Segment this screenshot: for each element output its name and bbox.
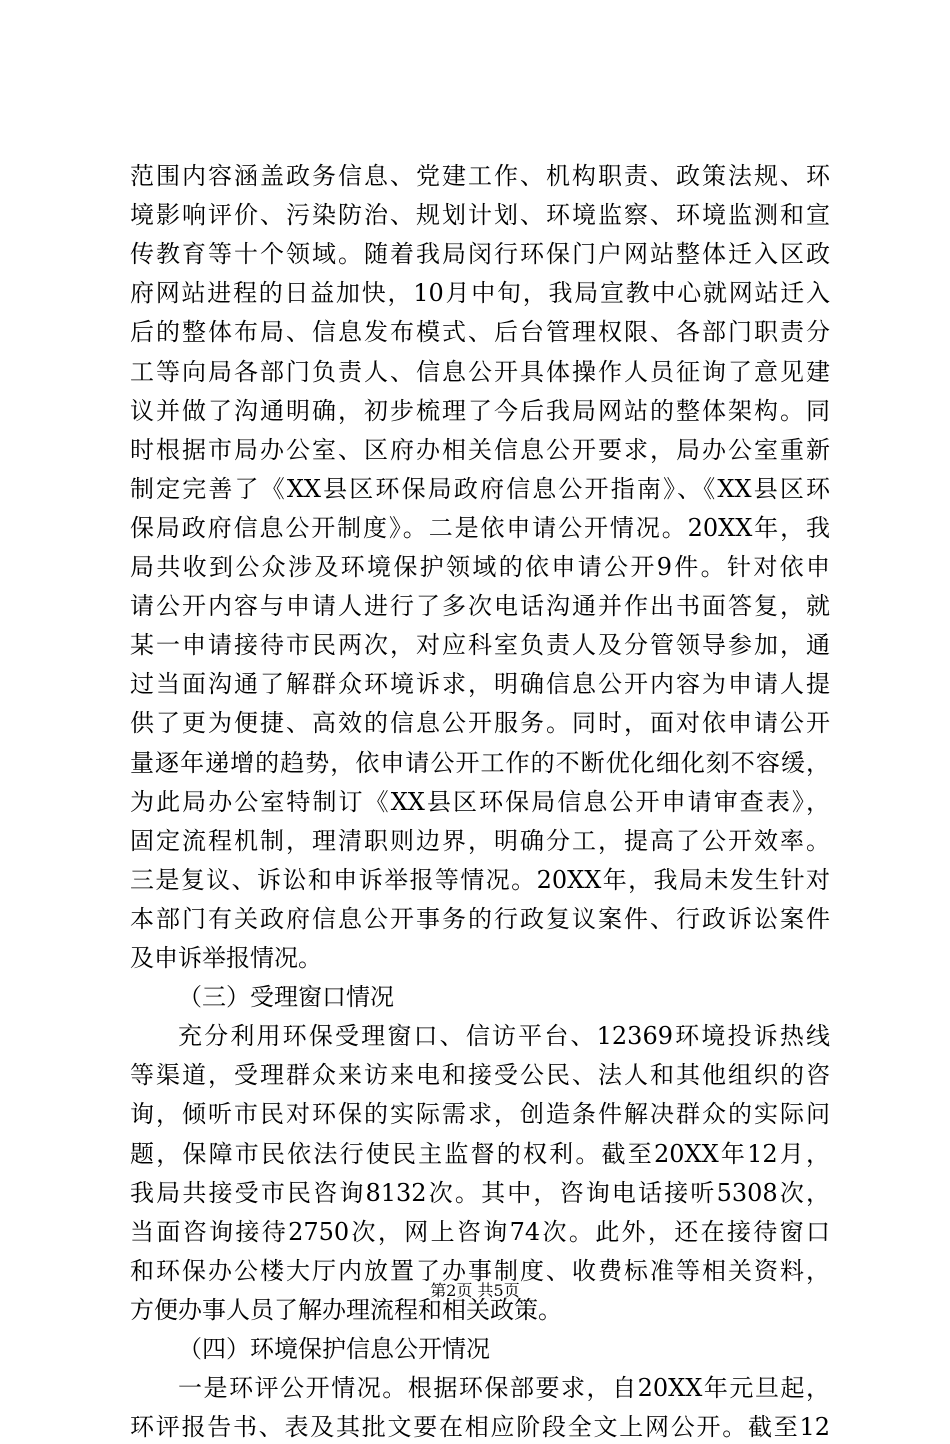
paragraph-line: 工等向局各部门负责人、信息公开具体操作人员征询了意见建 <box>130 357 830 386</box>
paragraph-line: 境影响评价、污染防治、规划计划、环境监察、环境监测和宣 <box>130 201 830 230</box>
paragraph-line: 后的整体布局、信息发布模式、后台管理权限、各部门职责分 <box>130 318 830 347</box>
paragraph-line: 当面咨询接待2750次，网上咨询74次。此外，还在接待窗口 <box>130 1217 830 1246</box>
paragraph-line: 和环保办公楼大厅内放置了办事制度、收费标准等相关资料， <box>130 1256 830 1285</box>
paragraph-line: 请公开内容与申请人进行了多次电话沟通并作出书面答复，就 <box>130 592 830 621</box>
section-heading: （四）环境保护信息公开情况 <box>178 1335 490 1363</box>
paragraph-line: 某一申请接待市民两次，对应科室负责人及分管领导参加，通 <box>130 631 830 660</box>
section-heading: （三）受理窗口情况 <box>178 983 394 1012</box>
paragraph-line: 及申诉举报情况。 <box>130 944 322 972</box>
paragraph-line: 等渠道，受理群众来访来电和接受公民、法人和其他组织的咨 <box>130 1061 830 1090</box>
paragraph-line: 充分利用环保受理窗口、信访平台、12369环境投诉热线 <box>178 1022 830 1051</box>
paragraph-line: 为此局办公室特制订《XX县区环保局信息公开申请审查表》， <box>130 787 830 816</box>
paragraph-line: 一是环评公开情况。根据环保部要求，自20XX年元旦起， <box>178 1374 830 1403</box>
paragraph-line: 制定完善了《XX县区环保局政府信息公开指南》、《XX县区环 <box>130 474 830 503</box>
paragraph-line: 方便办事人员了解办理流程和相关政策。 <box>130 1295 562 1324</box>
paragraph-line: 固定流程机制，理清职则边界，明确分工，提高了公开效率。 <box>130 826 830 855</box>
paragraph-line: 局共收到公众涉及环境保护领域的依申请公开9件。针对依申 <box>130 553 830 581</box>
paragraph-line: 保局政府信息公开制度》。二是依申请公开情况。20XX年，我 <box>130 513 830 542</box>
paragraph-line: 范围内容涵盖政务信息、党建工作、机构职责、政策法规、环 <box>130 162 830 190</box>
paragraph-line: 过当面沟通了解群众环境诉求，明确信息公开内容为申请人提 <box>130 670 830 699</box>
paragraph-line: 时根据市局办公室、区府办相关信息公开要求，局办公室重新 <box>130 435 830 464</box>
paragraph-line: 府网站进程的日益加快，10月中旬，我局宣教中心就网站迁入 <box>130 279 830 308</box>
paragraph-line: 议并做了沟通明确，初步梳理了今后我局网站的整体架构。同 <box>130 396 830 425</box>
paragraph-line: 环评报告书、表及其批文要在相应阶段全文上网公开。截至12 <box>130 1413 830 1442</box>
paragraph-line: 询，倾听市民对环保的实际需求，创造条件解决群众的实际问 <box>130 1100 830 1129</box>
paragraph-line: 三是复议、诉讼和申诉举报等情况。20XX年，我局未发生针对 <box>130 865 830 894</box>
paragraph-line: 传教育等十个领域。随着我局闵行环保门户网站整体迁入区政 <box>130 240 830 269</box>
paragraph-line: 本部门有关政府信息公开事务的行政复议案件、行政诉讼案件 <box>130 904 830 933</box>
paragraph-line: 我局共接受市民咨询8132次。其中，咨询电话接听5308次， <box>130 1178 830 1207</box>
paragraph-line: 量逐年递增的趋势，依申请公开工作的不断优化细化刻不容缓， <box>130 748 830 777</box>
paragraph-line: 供了更为便捷、高效的信息公开服务。同时，面对依申请公开 <box>130 709 830 738</box>
page-footer: 第2页 共5页 <box>430 1281 520 1300</box>
paragraph-line: 题，保障市民依法行使民主监督的权利。截至20XX年12月， <box>130 1139 830 1168</box>
